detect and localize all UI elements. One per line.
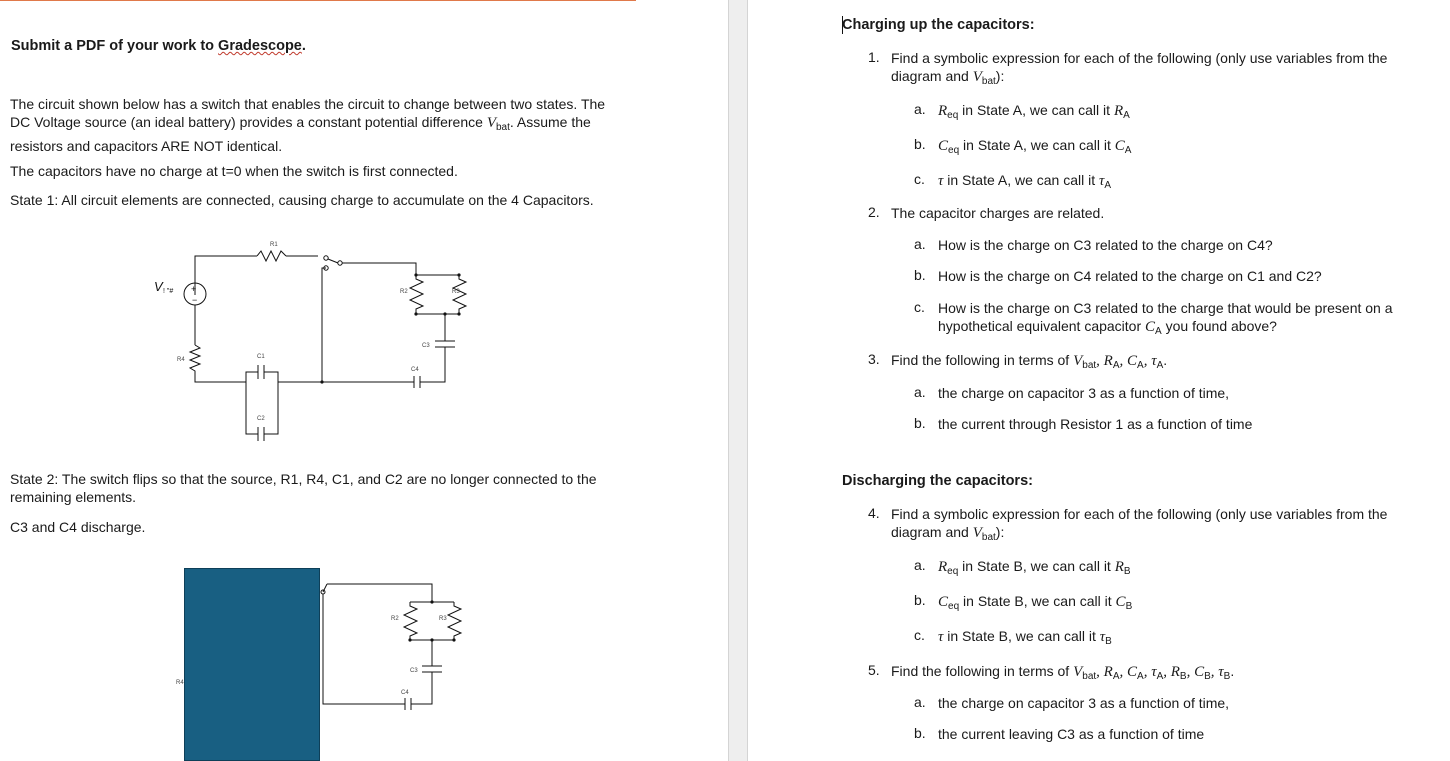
q2-text: The capacitor charges are related. bbox=[891, 205, 1105, 221]
q3-v: V bbox=[1073, 353, 1083, 369]
gradescope-link[interactable]: Gradescope bbox=[218, 38, 302, 54]
q4b-label: b. bbox=[914, 592, 926, 608]
discharge-text: C3 and C4 discharge. bbox=[10, 519, 146, 535]
q2-number: 2. bbox=[868, 204, 880, 220]
q4-vbat-var: V bbox=[972, 525, 982, 541]
q1c-label: c. bbox=[914, 171, 925, 187]
wire-c1-left bbox=[246, 372, 258, 382]
q5-ca-sub: A bbox=[1137, 671, 1144, 682]
q5b-text: the current leaving C3 as a function of time bbox=[938, 726, 1205, 742]
state1-text: State 1: All circuit elements are connected, causing charge to accumulate on the 4 Capacitors. bbox=[10, 192, 594, 208]
r3-label: R3 bbox=[452, 289, 460, 295]
intro-line-2 bbox=[10, 113, 605, 137]
r3-label-state2: R3 bbox=[439, 616, 447, 622]
q5-rb-sub: B bbox=[1179, 671, 1187, 682]
q2c-var: C bbox=[1145, 319, 1156, 335]
c4-label: C4 bbox=[411, 367, 419, 373]
c3-label-state2: C3 bbox=[410, 668, 418, 674]
q2b-text: How is the charge on C4 related to the charge on C1 and C2? bbox=[938, 268, 1322, 284]
q3b-label: b. bbox=[914, 415, 926, 431]
vbat-source-sub: ! "# bbox=[163, 288, 174, 295]
r2-resistor bbox=[410, 275, 423, 314]
q1c-text bbox=[938, 171, 1111, 195]
q2b-label: b. bbox=[914, 267, 926, 283]
submit-suffix: . bbox=[301, 38, 306, 54]
q3-number: 3. bbox=[868, 351, 880, 367]
q2c-line-2 bbox=[938, 317, 1393, 341]
switch-contact-left bbox=[324, 256, 328, 260]
wire-c2-left bbox=[246, 382, 258, 434]
q4-text bbox=[891, 505, 1387, 547]
q1-vbat-sub: bat bbox=[981, 76, 996, 87]
intro-line-2-pre: DC Voltage source (an ideal battery) provides a constant potential difference bbox=[10, 114, 487, 130]
q4-line-2-pre: diagram and bbox=[891, 524, 973, 540]
q4a-res: R bbox=[1114, 559, 1124, 575]
q4-line-1: Find a symbolic expression for each of the following (only use variables from the bbox=[891, 506, 1388, 522]
vbat-var: V bbox=[486, 115, 496, 131]
c4-label-state2: C4 bbox=[401, 690, 409, 696]
q4a-var: R bbox=[938, 559, 948, 575]
q3-c-sub: A bbox=[1137, 360, 1144, 371]
wire-left-down bbox=[323, 594, 405, 704]
q1b-text bbox=[938, 136, 1131, 160]
r1-label: R1 bbox=[270, 242, 278, 248]
q1-line-1: Find a symbolic expression for each of the following (only use variables from the bbox=[891, 50, 1388, 66]
wire-c1-right bbox=[264, 372, 278, 382]
q5-cb: , C bbox=[1186, 664, 1205, 680]
q5-end: . bbox=[1230, 663, 1235, 679]
q4-line-2 bbox=[891, 523, 1387, 547]
r2-resistor bbox=[404, 602, 417, 640]
q5-rb: , R bbox=[1163, 664, 1180, 680]
q1c-var: τ bbox=[938, 173, 944, 189]
q1-line-2 bbox=[891, 67, 1387, 91]
q5-pre: Find the following in terms of bbox=[891, 663, 1074, 679]
charging-heading: Charging up the capacitors: bbox=[842, 17, 1035, 33]
vbat-sub: bat bbox=[495, 122, 510, 133]
wire-c2-right bbox=[264, 382, 322, 434]
wire-top-left bbox=[195, 256, 257, 295]
q1a-var: R bbox=[938, 103, 948, 119]
q4c-res: τ bbox=[1099, 629, 1106, 645]
q4c-var: τ bbox=[938, 629, 944, 645]
wire-switch-down bbox=[322, 268, 326, 382]
q2c-line-1: How is the charge on C3 related to the charge that would be present on a bbox=[938, 300, 1393, 316]
q1c-res: τ bbox=[1099, 173, 1105, 189]
q4a-label: a. bbox=[914, 557, 926, 573]
q5-ta-sub: A bbox=[1156, 671, 1164, 682]
switch-contact-right bbox=[338, 261, 342, 265]
q1b-body: in State A, we can call it bbox=[959, 137, 1115, 153]
q4b-sub: eq bbox=[948, 601, 960, 612]
q3-text bbox=[891, 351, 1167, 375]
r4-label-state2: R4 bbox=[176, 680, 184, 686]
wire-c3-down bbox=[411, 672, 432, 704]
q3-end: . bbox=[1163, 352, 1168, 368]
switch-blade bbox=[328, 259, 338, 263]
intro-paragraph bbox=[10, 95, 605, 155]
state2-line-2: remaining elements. bbox=[10, 489, 137, 505]
c2-label: C2 bbox=[257, 416, 265, 422]
submit-prefix: Submit a PDF of your work to bbox=[11, 38, 219, 54]
r2-label-state2: R2 bbox=[391, 616, 399, 622]
q5-text bbox=[891, 662, 1234, 686]
intro-line-3: resistors and capacitors ARE NOT identical. bbox=[10, 138, 283, 154]
q1b-res: C bbox=[1114, 138, 1125, 154]
q3a-text: the charge on capacitor 3 as a function of time, bbox=[938, 385, 1230, 401]
q5a-text: the charge on capacitor 3 as a function of time, bbox=[938, 695, 1230, 711]
q1-line-2-pre: diagram and bbox=[891, 68, 973, 84]
q4b-var: C bbox=[938, 594, 949, 610]
no-charge-text: The capacitors have no charge at t=0 when the switch is first connected. bbox=[10, 163, 458, 179]
q1-number: 1. bbox=[868, 49, 880, 65]
q3-r-sub: A bbox=[1112, 360, 1120, 371]
c3-label: C3 bbox=[422, 343, 430, 349]
q5-number: 5. bbox=[868, 662, 880, 678]
q5b-label: b. bbox=[914, 725, 926, 741]
q2a-text: How is the charge on C3 related to the charge on C4? bbox=[938, 237, 1273, 253]
cover-rectangle bbox=[184, 568, 320, 761]
q1a-sub: eq bbox=[947, 110, 959, 121]
q1a-label: a. bbox=[914, 101, 926, 117]
q1a-text bbox=[938, 101, 1130, 125]
page-gutter bbox=[728, 0, 748, 761]
r4-resistor bbox=[190, 345, 246, 382]
q1b-sub: eq bbox=[948, 145, 960, 156]
q5-v-sub: bat bbox=[1082, 671, 1097, 682]
wire-c3-down bbox=[420, 347, 445, 382]
q2c-line-2-post: you found above? bbox=[1161, 318, 1277, 334]
intro-line-1: The circuit shown below has a switch that enables the circuit to change between two states. The bbox=[10, 96, 606, 112]
q4-line-2-post: ): bbox=[995, 524, 1005, 540]
state2-paragraph bbox=[10, 470, 597, 506]
q1-text bbox=[891, 49, 1387, 91]
q5-cb-sub: B bbox=[1204, 671, 1211, 682]
right-page bbox=[748, 0, 1450, 761]
q4c-text bbox=[938, 627, 1112, 651]
q1b-var: C bbox=[938, 138, 949, 154]
q4a-body: in State B, we can call it bbox=[958, 558, 1115, 574]
q5-v: V bbox=[1073, 664, 1083, 680]
q4a-text bbox=[938, 557, 1131, 581]
vbat-source-label: V bbox=[154, 279, 163, 294]
submit-instruction bbox=[11, 38, 306, 54]
q3a-label: a. bbox=[914, 384, 926, 400]
q4c-body: in State B, we can call it bbox=[943, 628, 1100, 644]
q1c-res-sub: A bbox=[1104, 180, 1112, 191]
q3-pre: Find the following in terms of bbox=[891, 352, 1074, 368]
discharging-heading: Discharging the capacitors: bbox=[842, 473, 1033, 489]
plus-sign: + bbox=[191, 284, 197, 294]
q5-ca: , C bbox=[1119, 664, 1138, 680]
q3b-text: the current through Resistor 1 as a function of time bbox=[938, 416, 1253, 432]
q1b-res-sub: A bbox=[1124, 145, 1132, 156]
q4a-res-sub: B bbox=[1123, 566, 1131, 577]
q2c-label: c. bbox=[914, 299, 925, 315]
q2c-text bbox=[938, 299, 1393, 341]
q1-vbat-var: V bbox=[972, 69, 982, 85]
q3-c: , C bbox=[1119, 353, 1138, 369]
q2c-line-2-pre: hypothetical equivalent capacitor bbox=[938, 318, 1146, 334]
top-rule bbox=[0, 0, 636, 1]
q1b-label: b. bbox=[914, 136, 926, 152]
intro-line-2-post: . Assume the bbox=[509, 114, 591, 130]
q2a-label: a. bbox=[914, 236, 926, 252]
q4b-res: C bbox=[1115, 594, 1126, 610]
q4-vbat-sub: bat bbox=[981, 532, 996, 543]
r1-resistor bbox=[257, 251, 286, 261]
q1a-res: R bbox=[1113, 103, 1124, 119]
q1a-res-sub: A bbox=[1123, 110, 1130, 121]
wire-top bbox=[327, 584, 432, 602]
q5-tb-sub: B bbox=[1223, 671, 1231, 682]
q3-tau-sub: A bbox=[1156, 360, 1164, 371]
q1-line-2-post: ): bbox=[995, 68, 1005, 84]
q3-v-sub: bat bbox=[1082, 360, 1097, 371]
q3-r: , R bbox=[1096, 353, 1113, 369]
r4-label: R4 bbox=[177, 357, 185, 363]
q4b-res-sub: B bbox=[1125, 601, 1133, 612]
wire-to-parallel bbox=[342, 263, 416, 275]
minus-sign: − bbox=[192, 295, 198, 305]
q4-number: 4. bbox=[868, 505, 880, 521]
q1c-body: in State A, we can call it bbox=[943, 172, 1100, 188]
q5-ra-sub: A bbox=[1112, 671, 1120, 682]
q4c-res-sub: B bbox=[1105, 636, 1112, 647]
q3-tau: , τ bbox=[1143, 353, 1157, 369]
q4b-text bbox=[938, 592, 1132, 616]
q4b-body: in State B, we can call it bbox=[959, 593, 1116, 609]
r3-resistor bbox=[448, 602, 461, 640]
q4c-label: c. bbox=[914, 627, 925, 643]
c1-label: C1 bbox=[257, 354, 265, 360]
q5a-label: a. bbox=[914, 694, 926, 710]
state2-line-1: State 2: The switch flips so that the source, R1, R4, C1, and C2 are no longer connected to the bbox=[10, 471, 597, 487]
q5-ta: , τ bbox=[1143, 664, 1157, 680]
q5-tb: , τ bbox=[1210, 664, 1224, 680]
circuit-diagram-state1 bbox=[140, 235, 500, 450]
q5-ra: , R bbox=[1096, 664, 1113, 680]
q1a-body: in State A, we can call it bbox=[958, 102, 1114, 118]
q4a-sub: eq bbox=[947, 566, 959, 577]
r2-label: R2 bbox=[400, 289, 408, 295]
q2c-sub: A bbox=[1155, 326, 1162, 337]
